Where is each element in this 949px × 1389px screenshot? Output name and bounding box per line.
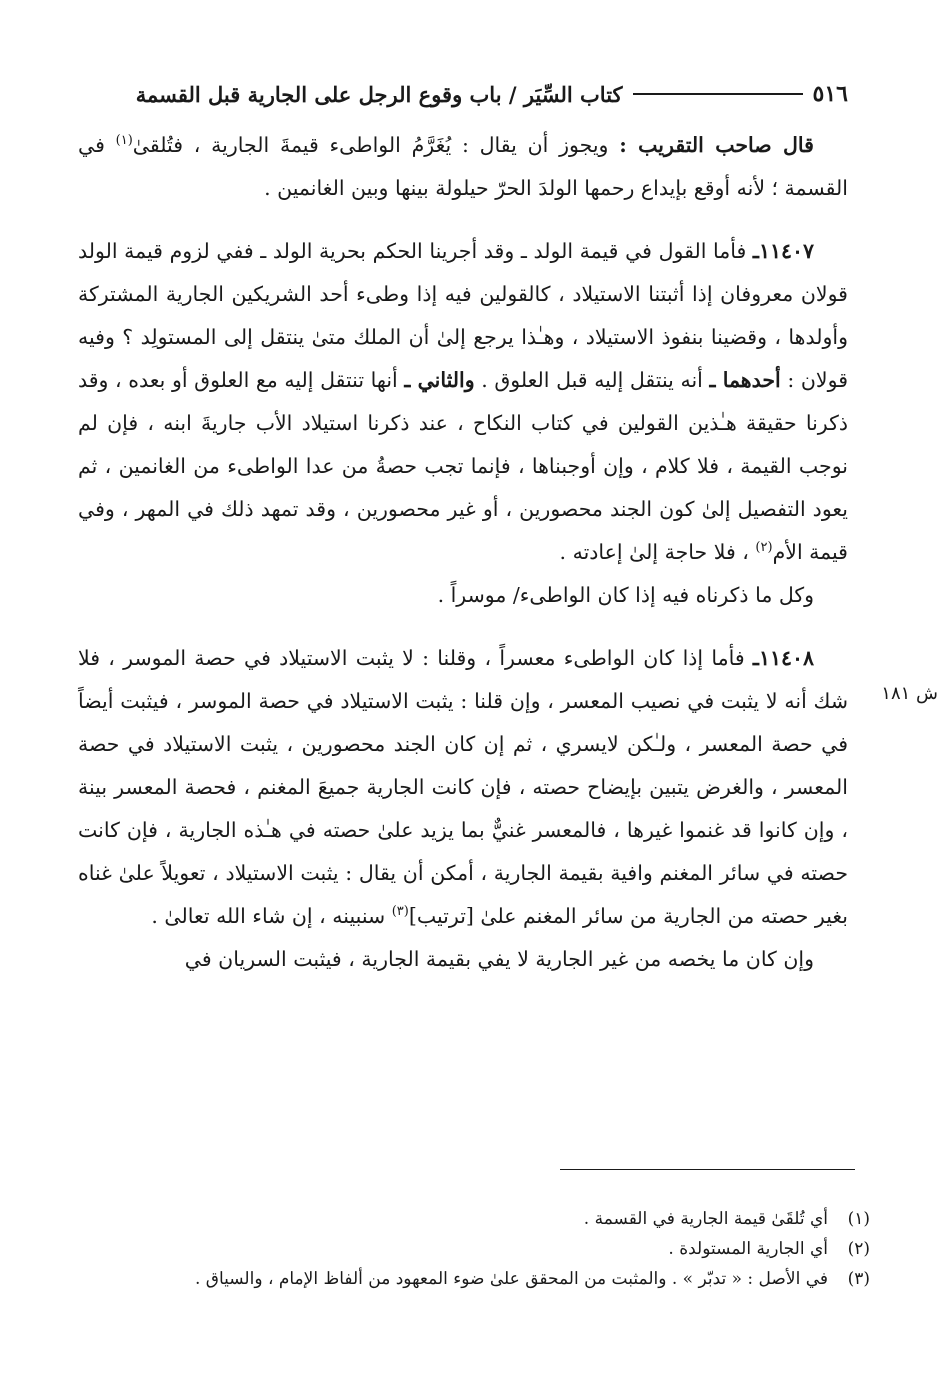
footnote-ref-1[interactable]: (١) bbox=[115, 133, 133, 149]
footnote-text: في الأصل : « تدبّر » . والمثبت من المحقق علىٰ ضوء المعهود من ألفاظ الإمام ، والسياق . bbox=[194, 1269, 828, 1289]
margin-note: ش ١٨١ bbox=[881, 683, 938, 704]
footnote-number: (٢) bbox=[847, 1239, 870, 1259]
footnote-text: أي الجارية المستولدة . bbox=[668, 1239, 828, 1259]
footnote-text: أي تُلقَىٰ قيمة الجارية في القسمة . bbox=[583, 1209, 828, 1229]
paragraph-2 bbox=[78, 230, 848, 574]
first-label: أحدهما ـ bbox=[709, 368, 781, 392]
section-number: ١١٤٠٧ـ bbox=[752, 239, 814, 263]
paragraph-text: أنها تنتقل إليه مع العلوق أو بعده ، وقد ذكرنا حقيقة هـٰذين القولين في كتاب النكاح ، عند ذكرنا استيلاد الأب جاريةَ ابنه ، فإن لم نوجب القيمة ، فلا كلام ، وإن أوجبناها ، فإنما تجب حصةُ من عدا الواطىء من الغانمين ، ثم يعود التفصيل إلىٰ كون الجند محصورين ، أو غير محصورين ، وقد تمهد ذلك في المهر ، وفي قيمة الأم bbox=[78, 368, 848, 564]
paragraph-text: ، فلا حاجة إلىٰ إعادته . bbox=[559, 540, 756, 564]
section-number: ١١٤٠٨ـ bbox=[752, 646, 814, 670]
paragraph-text: وإن كان ما يخصه من غير الجارية لا يفي بقيمة الجارية ، فيثبت السريان في bbox=[184, 947, 814, 971]
footnotes bbox=[78, 1204, 870, 1294]
page-number: ٥١٦ bbox=[812, 81, 848, 107]
second-label: والثاني ـ bbox=[404, 368, 475, 392]
paragraph-5 bbox=[78, 938, 848, 981]
paragraph-text: وكل ما ذكرناه فيه إذا كان الواطىء/ موسراً . bbox=[437, 583, 814, 607]
speaker-label: قال صاحب التقريب : bbox=[619, 133, 814, 157]
main-text bbox=[78, 124, 848, 981]
paragraph-text: ويجوز أن يقال : يُغَرَّمُ الواطىء قيمةَ الجارية ، فتُلقىٰ bbox=[132, 133, 620, 157]
footnote-ref-3[interactable]: (٣) bbox=[391, 904, 409, 920]
paragraph-text: فأما القول في قيمة الولد ـ وقد أجرينا الحكم بحرية الولد ـ ففي لزوم قيمة الولد قولان معروفان إذا أثبتنا الاستيلاد ، كالقولين فيه إذا وطىء أحد الشريكين الجارية المشتركة وأولدها ، وقضينا بنفوذ الاستيلاد ، وهـٰذا يرجع إلىٰ أن الملك متىٰ ينتقل إلى المستولِد ؟ وفيه قولان : bbox=[78, 239, 848, 392]
paragraph-1 bbox=[78, 124, 848, 210]
paragraph-gap bbox=[78, 210, 848, 230]
paragraph-4 bbox=[78, 637, 848, 938]
footnote-ref-2[interactable]: (٢) bbox=[755, 540, 773, 556]
footnote-number: (١) bbox=[847, 1209, 870, 1229]
paragraph-text: فأما إذا كان الواطىء معسراً ، وقلنا : لا يثبت الاستيلاد في حصة الموسر ، فلا شك أنه لا يثبت في نصيب المعسر ، وإن قلنا : يثبت الاستيلاد في حصة الموسر ، فيثبت أيضاً في حصة المعسر ، ولـٰكن لايسري ، ثم إن كان الجند محصورين ، يثبت الاستيلاد في حصة المعسر ، والغرض يتبين بإيضاح حصته ، فإن كانت الجارية جميعَ المغنم ، فحصة المعسر بينة ، وإن كانوا قد غنموا غيرها ، فالمعسر غنيٌّ بما يزيد علىٰ حصته في هـٰذه الجارية ، فإن كانت حصته في سائر المغنم وافية بقيمة الجارية ، أمكن أن يقال : يثبت الاستيلاد ، تعويلاً علىٰ غناه بغير حصته من الجارية من سائر المغنم علىٰ [ترتيب] bbox=[78, 646, 848, 928]
footnote-rule bbox=[560, 1169, 855, 1170]
paragraph-3 bbox=[78, 574, 848, 617]
footnote-number: (٣) bbox=[847, 1269, 870, 1289]
paragraph-gap bbox=[78, 617, 848, 637]
paragraph-text: أنه ينتقل إليه قبل العلوق . bbox=[474, 368, 710, 392]
running-title: كتاب السِّيَر / باب وقوع الرجل على الجارية قبل القسمة bbox=[135, 81, 623, 107]
paragraph-text: سنبينه ، إن شاء الله تعالىٰ . bbox=[151, 904, 392, 928]
page-header bbox=[78, 72, 848, 116]
footnote-1 bbox=[78, 1204, 870, 1234]
paragraph-text: في القسمة ؛ لأنه أوقع بإيداع رحمها الولدَ الحرّ حيلولة بينها وبين الغانمين . bbox=[78, 133, 848, 200]
header-rule bbox=[633, 93, 803, 95]
footnote-3 bbox=[78, 1264, 870, 1294]
footnote-2 bbox=[78, 1234, 870, 1264]
